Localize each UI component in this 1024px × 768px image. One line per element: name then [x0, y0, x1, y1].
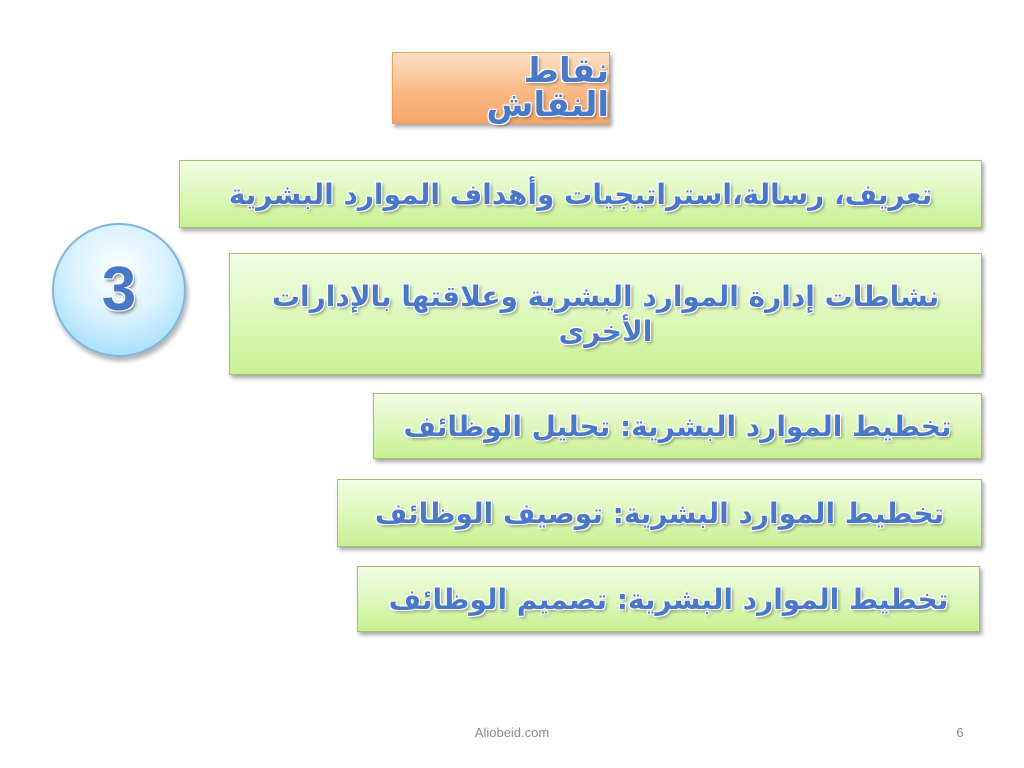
topic-text-3: تخطيط الموارد البشرية: تحليل الوظائف	[403, 409, 952, 443]
section-number: 3	[101, 255, 137, 324]
page-number: 6	[956, 725, 964, 740]
topic-box-1	[179, 160, 982, 228]
topic-text-2: نشاطات إدارة الموارد البشرية وعلاقتها بالإدارات الأخرى	[271, 280, 940, 348]
topic-box-5	[357, 566, 980, 632]
topic-text-1: تعريف، رسالة،استراتيجيات وأهداف الموارد البشرية	[228, 177, 933, 211]
section-number-badge	[52, 223, 186, 357]
topic-text-4: تخطيط الموارد البشرية: توصيف الوظائف	[374, 496, 945, 530]
topic-box-4	[337, 479, 982, 547]
topic-text-5: تخطيط الموارد البشرية: تصميم الوظائف	[388, 582, 949, 616]
footer-website: Aliobeid.com	[474, 725, 550, 740]
topic-box-2	[229, 253, 982, 375]
topic-box-3	[373, 393, 982, 459]
slide-title: نقاط النقاش	[486, 51, 609, 125]
slide-title-box	[392, 52, 610, 124]
